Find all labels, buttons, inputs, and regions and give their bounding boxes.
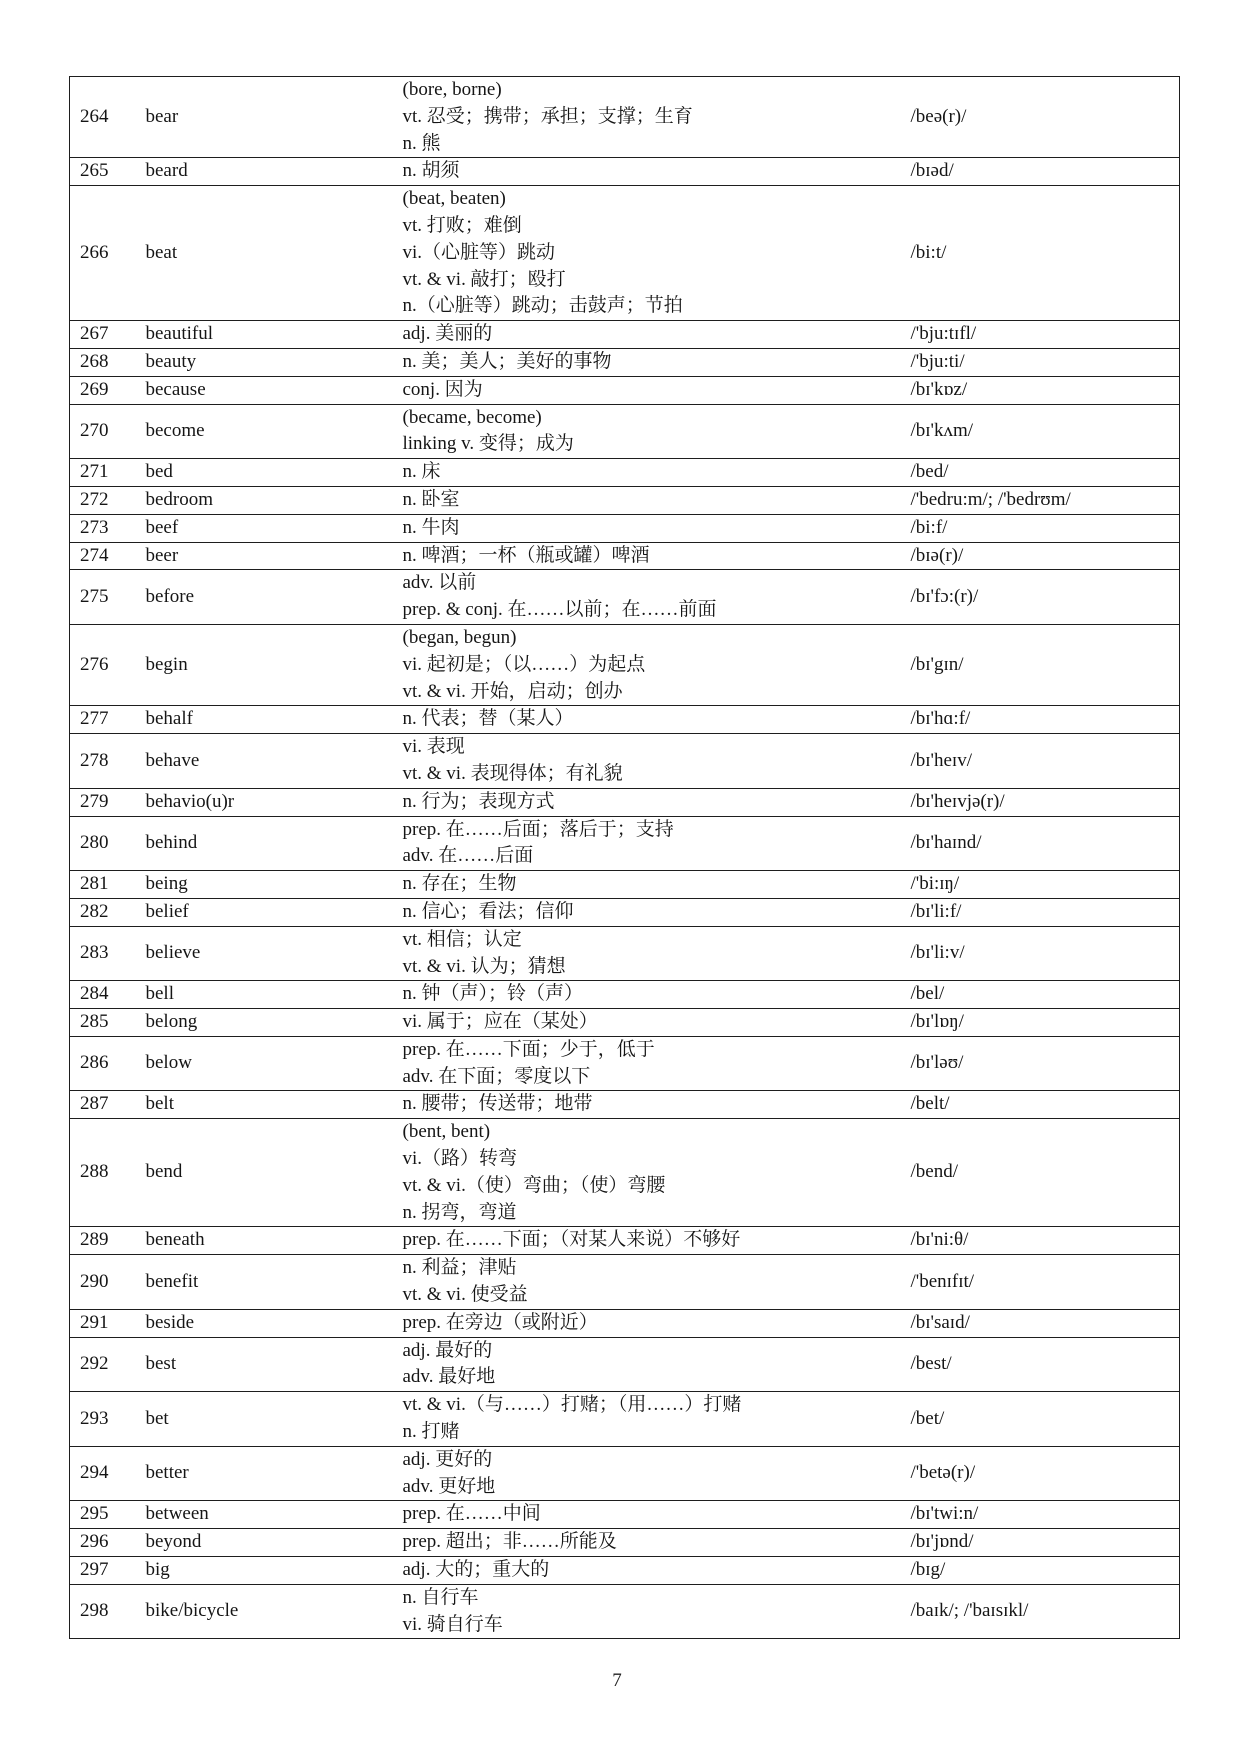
meaning-line: n. 信心；看法；信仰 (402, 900, 574, 922)
meaning-line: vi.（路）转弯 (402, 1148, 518, 1170)
meaning-line: vt. & vi. 敲打；殴打 (402, 268, 566, 290)
entry-number: 266 (70, 186, 140, 321)
entry-number: 264 (70, 77, 140, 158)
entry-phonetic: /bɪə(r)/ (906, 542, 1180, 570)
entry-meanings (398, 321, 906, 349)
entry-meanings (398, 898, 906, 926)
entry-word: belt (140, 1091, 398, 1119)
vocab-row (70, 898, 1180, 926)
meaning-line: prep. 在……中间 (402, 1503, 541, 1525)
vocab-row (70, 1337, 1180, 1392)
entry-word: between (140, 1501, 398, 1529)
meaning-line: n. 行为；表现方式 (402, 790, 555, 812)
vocabulary-table (69, 76, 1180, 1639)
vocab-row (70, 706, 1180, 734)
entry-word: big (140, 1557, 398, 1585)
entry-word: behind (140, 816, 398, 871)
vocab-row (70, 1446, 1180, 1501)
meaning-line: vt. 忍受；携带；承担；支撑；生育 (402, 105, 693, 127)
vocab-row (70, 542, 1180, 570)
entry-number: 276 (70, 624, 140, 705)
vocab-row (70, 981, 1180, 1009)
entry-phonetic: /bɪ'fɔ:(r)/ (906, 570, 1180, 625)
entry-meanings (398, 1501, 906, 1529)
entry-phonetic: /bi:t/ (906, 186, 1180, 321)
meaning-line: n. 利益；津贴 (402, 1257, 517, 1279)
meaning-line: (bent, bent) (402, 1121, 491, 1143)
meaning-line: adv. 在下面；零度以下 (402, 1065, 591, 1087)
vocab-row (70, 570, 1180, 625)
meaning-line: prep. & conj. 在……以前；在……前面 (402, 599, 717, 621)
entry-number: 294 (70, 1446, 140, 1501)
entry-meanings (398, 1529, 906, 1557)
meaning-line: adv. 更好地 (402, 1475, 496, 1497)
entry-phonetic: /'benɪfɪt/ (906, 1255, 1180, 1310)
entry-meanings (398, 816, 906, 871)
vocab-row (70, 459, 1180, 487)
entry-meanings (398, 1557, 906, 1585)
meaning-line: (began, begun) (402, 626, 517, 648)
meaning-line: vt. 相信；认定 (402, 928, 522, 950)
entry-number: 293 (70, 1392, 140, 1447)
vocab-row (70, 186, 1180, 321)
entry-phonetic: /bɪ'gɪn/ (906, 624, 1180, 705)
vocab-row (70, 1392, 1180, 1447)
entry-number: 271 (70, 459, 140, 487)
entry-word: beauty (140, 348, 398, 376)
meaning-line: n. 自行车 (402, 1586, 479, 1608)
entry-phonetic: /'bedru:m/; /'bedrʊm/ (906, 486, 1180, 514)
meaning-line: n. 拐弯，弯道 (402, 1201, 517, 1223)
meaning-line: n. 卧室 (402, 488, 460, 510)
entry-word: beneath (140, 1227, 398, 1255)
entry-phonetic: /belt/ (906, 1091, 1180, 1119)
vocab-row (70, 77, 1180, 158)
meaning-line: n.（心脏等）跳动；击鼓声；节拍 (402, 295, 683, 317)
meaning-line: adj. 最好的 (402, 1339, 493, 1361)
meaning-line: vt. 打败；难倒 (402, 214, 522, 236)
vocab-table-body (70, 77, 1180, 1639)
meaning-line: (became, become) (402, 406, 542, 428)
meaning-line: vi. 起初是；（以……）为起点 (402, 653, 646, 675)
entry-word: benefit (140, 1255, 398, 1310)
entry-meanings (398, 1036, 906, 1091)
entry-meanings (398, 706, 906, 734)
entry-word: beat (140, 186, 398, 321)
entry-number: 284 (70, 981, 140, 1009)
meaning-line: n. 美；美人；美好的事物 (402, 350, 612, 372)
entry-number: 288 (70, 1119, 140, 1227)
entry-word: beard (140, 158, 398, 186)
entry-number: 286 (70, 1036, 140, 1091)
entry-meanings (398, 1009, 906, 1037)
meaning-line: prep. 在……后面；落后于；支持 (402, 818, 674, 840)
meaning-line: (bore, borne) (402, 79, 502, 100)
entry-phonetic: /bɪ'ni:θ/ (906, 1227, 1180, 1255)
entry-number: 280 (70, 816, 140, 871)
vocab-row (70, 1529, 1180, 1557)
meaning-line: vi.（心脏等）跳动 (402, 241, 556, 263)
vocab-row (70, 404, 1180, 459)
entry-word: behave (140, 734, 398, 789)
vocab-row (70, 1557, 1180, 1585)
entry-number: 283 (70, 926, 140, 981)
vocab-row (70, 624, 1180, 705)
entry-word: behalf (140, 706, 398, 734)
vocab-row (70, 376, 1180, 404)
vocab-row (70, 321, 1180, 349)
entry-meanings (398, 158, 906, 186)
meaning-line: n. 代表；替（某人） (402, 708, 574, 730)
meaning-line: adv. 以前 (402, 572, 477, 594)
entry-number: 270 (70, 404, 140, 459)
entry-meanings (398, 926, 906, 981)
entry-meanings (398, 788, 906, 816)
entry-word: become (140, 404, 398, 459)
meaning-line: adj. 大的；重大的 (402, 1559, 550, 1581)
entry-number: 282 (70, 898, 140, 926)
entry-number: 281 (70, 871, 140, 899)
entry-phonetic: /bɪ'ləʊ/ (906, 1036, 1180, 1091)
entry-number: 275 (70, 570, 140, 625)
entry-meanings (398, 404, 906, 459)
entry-meanings (398, 981, 906, 1009)
vocab-row (70, 734, 1180, 789)
vocab-row (70, 1309, 1180, 1337)
meaning-line: adj. 更好的 (402, 1448, 493, 1470)
vocab-row (70, 1227, 1180, 1255)
entry-phonetic: /bɪ'twi:n/ (906, 1501, 1180, 1529)
entry-number: 298 (70, 1584, 140, 1639)
entry-word: beside (140, 1309, 398, 1337)
entry-meanings (398, 348, 906, 376)
entry-meanings (398, 77, 906, 158)
entry-phonetic: /bet/ (906, 1392, 1180, 1447)
entry-meanings (398, 376, 906, 404)
entry-meanings (398, 1309, 906, 1337)
entry-word: beautiful (140, 321, 398, 349)
meaning-line: n. 存在；生物 (402, 873, 517, 895)
entry-word: being (140, 871, 398, 899)
entry-word: before (140, 570, 398, 625)
entry-meanings (398, 1337, 906, 1392)
entry-number: 278 (70, 734, 140, 789)
meaning-line: vt. & vi.（与……）打赌；（用……）打赌 (402, 1394, 742, 1416)
entry-word: bed (140, 459, 398, 487)
entry-phonetic: /'bju:ti/ (906, 348, 1180, 376)
entry-number: 279 (70, 788, 140, 816)
entry-phonetic: /bɪ'heɪv/ (906, 734, 1180, 789)
entry-meanings (398, 871, 906, 899)
entry-number: 289 (70, 1227, 140, 1255)
vocab-row (70, 871, 1180, 899)
entry-number: 265 (70, 158, 140, 186)
entry-phonetic: /best/ (906, 1337, 1180, 1392)
entry-meanings (398, 1091, 906, 1119)
entry-number: 277 (70, 706, 140, 734)
meaning-line: prep. 超出；非……所能及 (402, 1531, 617, 1553)
entry-phonetic: /bɪ'jɒnd/ (906, 1529, 1180, 1557)
entry-phonetic: /'bju:tɪfl/ (906, 321, 1180, 349)
entry-phonetic: /bɪ'li:v/ (906, 926, 1180, 981)
meaning-line: n. 床 (402, 461, 441, 483)
entry-number: 295 (70, 1501, 140, 1529)
entry-meanings (398, 1255, 906, 1310)
meaning-line: linking v. 变得；成为 (402, 433, 574, 455)
entry-word: below (140, 1036, 398, 1091)
entry-word: better (140, 1446, 398, 1501)
vocab-row (70, 1501, 1180, 1529)
entry-number: 272 (70, 486, 140, 514)
entry-meanings (398, 1119, 906, 1227)
entry-word: bear (140, 77, 398, 158)
entry-phonetic: /bel/ (906, 981, 1180, 1009)
meaning-line: vi. 属于；应在（某处） (402, 1011, 598, 1033)
meaning-line: vt. & vi. 表现得体；有礼貌 (402, 762, 623, 784)
vocab-row (70, 926, 1180, 981)
entry-number: 273 (70, 514, 140, 542)
meaning-line: n. 胡须 (402, 160, 460, 182)
meaning-line: (beat, beaten) (402, 188, 506, 210)
vocab-row (70, 1255, 1180, 1310)
entry-meanings (398, 459, 906, 487)
entry-word: beef (140, 514, 398, 542)
entry-phonetic: /bɪ'saɪd/ (906, 1309, 1180, 1337)
meaning-line: n. 熊 (402, 132, 441, 154)
meaning-line: n. 啤酒；一杯（瓶或罐）啤酒 (402, 544, 650, 566)
entry-number: 297 (70, 1557, 140, 1585)
page-number: 7 (612, 1670, 622, 1691)
entry-number: 292 (70, 1337, 140, 1392)
entry-phonetic: /baɪk/; /'baɪsɪkl/ (906, 1584, 1180, 1639)
entry-phonetic: /'betə(r)/ (906, 1446, 1180, 1501)
entry-number: 268 (70, 348, 140, 376)
vocab-row (70, 348, 1180, 376)
entry-phonetic: /bɪ'kɒz/ (906, 376, 1180, 404)
entry-phonetic: /'bi:ɪŋ/ (906, 871, 1180, 899)
entry-number: 267 (70, 321, 140, 349)
entry-phonetic: /bɪ'heɪvjə(r)/ (906, 788, 1180, 816)
entry-phonetic: /bɪg/ (906, 1557, 1180, 1585)
vocab-row (70, 816, 1180, 871)
entry-meanings (398, 570, 906, 625)
entry-word: bedroom (140, 486, 398, 514)
entry-phonetic: /bi:f/ (906, 514, 1180, 542)
entry-meanings (398, 734, 906, 789)
vocab-row (70, 158, 1180, 186)
entry-meanings (398, 486, 906, 514)
entry-meanings (398, 542, 906, 570)
entry-phonetic: /bɪ'kʌm/ (906, 404, 1180, 459)
entry-phonetic: /bɪ'li:f/ (906, 898, 1180, 926)
vocab-row (70, 1009, 1180, 1037)
entry-meanings (398, 186, 906, 321)
entry-word: beyond (140, 1529, 398, 1557)
entry-word: because (140, 376, 398, 404)
meaning-line: prep. 在……下面；（对某人来说）不够好 (402, 1229, 741, 1251)
meaning-line: adv. 在……后面 (402, 845, 534, 867)
entry-word: bell (140, 981, 398, 1009)
vocab-row (70, 486, 1180, 514)
entry-word: belong (140, 1009, 398, 1037)
meaning-line: vt. & vi.（使）弯曲；（使）弯腰 (402, 1174, 666, 1196)
entry-phonetic: /bed/ (906, 459, 1180, 487)
entry-phonetic: /beə(r)/ (906, 77, 1180, 158)
entry-phonetic: /bɪ'lɒŋ/ (906, 1009, 1180, 1037)
meaning-line: adv. 最好地 (402, 1366, 496, 1388)
meaning-line: vi. 表现 (402, 736, 465, 758)
vocab-row (70, 1036, 1180, 1091)
meaning-line: n. 腰带；传送带；地带 (402, 1093, 593, 1115)
meaning-line: n. 打赌 (402, 1421, 460, 1443)
entry-number: 274 (70, 542, 140, 570)
entry-word: believe (140, 926, 398, 981)
entry-word: bike/bicycle (140, 1584, 398, 1639)
entry-word: behavio(u)r (140, 788, 398, 816)
entry-number: 285 (70, 1009, 140, 1037)
vocab-row (70, 788, 1180, 816)
meaning-line: n. 钟（声）；铃（声） (402, 983, 584, 1005)
meaning-line: n. 牛肉 (402, 516, 460, 538)
meaning-line: prep. 在旁边（或附近） (402, 1311, 598, 1333)
vocab-row (70, 514, 1180, 542)
entry-number: 287 (70, 1091, 140, 1119)
entry-phonetic: /bɪəd/ (906, 158, 1180, 186)
entry-meanings (398, 1392, 906, 1447)
entry-meanings (398, 1584, 906, 1639)
entry-word: bet (140, 1392, 398, 1447)
meaning-line: vt. & vi. 开始，启动；创办 (402, 680, 623, 702)
entry-meanings (398, 1227, 906, 1255)
entry-phonetic: /bɪ'hɑ:f/ (906, 706, 1180, 734)
entry-meanings (398, 1446, 906, 1501)
entry-meanings (398, 624, 906, 705)
entry-number: 290 (70, 1255, 140, 1310)
entry-meanings (398, 514, 906, 542)
vocab-row (70, 1091, 1180, 1119)
meaning-line: vt. & vi. 使受益 (402, 1284, 528, 1306)
vocab-row (70, 1584, 1180, 1639)
meaning-line: prep. 在……下面；少于，低于 (402, 1038, 655, 1060)
vocab-row (70, 1119, 1180, 1227)
meaning-line: adj. 美丽的 (402, 323, 493, 345)
entry-number: 269 (70, 376, 140, 404)
entry-number: 296 (70, 1529, 140, 1557)
entry-word: belief (140, 898, 398, 926)
meaning-line: vt. & vi. 认为；猜想 (402, 955, 566, 977)
entry-number: 291 (70, 1309, 140, 1337)
entry-phonetic: /bɪ'haɪnd/ (906, 816, 1180, 871)
entry-word: bend (140, 1119, 398, 1227)
meaning-line: conj. 因为 (402, 378, 483, 400)
entry-word: beer (140, 542, 398, 570)
entry-word: begin (140, 624, 398, 705)
entry-word: best (140, 1337, 398, 1392)
meaning-line: vi. 骑自行车 (402, 1613, 503, 1635)
entry-phonetic: /bend/ (906, 1119, 1180, 1227)
